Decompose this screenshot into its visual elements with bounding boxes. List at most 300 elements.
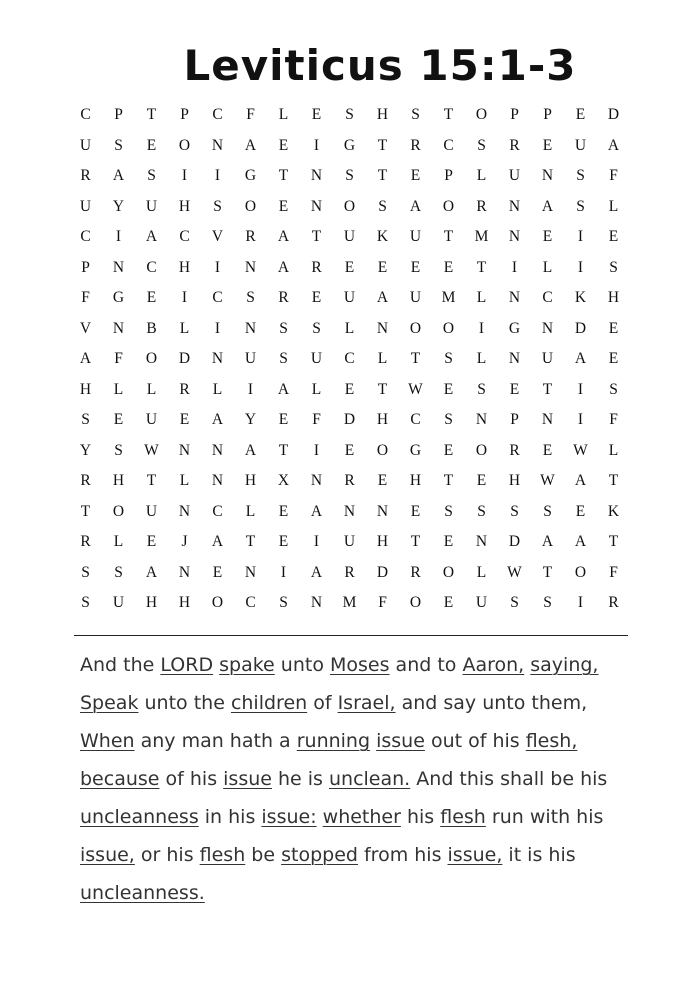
- grid-letter: H: [112, 472, 125, 489]
- grid-letter: R: [410, 563, 421, 581]
- grid-letter: N: [310, 594, 323, 611]
- grid-letter: I: [115, 228, 122, 245]
- grid-letter: H: [79, 380, 92, 398]
- grid-letter: U: [244, 350, 257, 367]
- grid-letter: T: [608, 472, 619, 489]
- grid-letter: S: [114, 136, 123, 154]
- grid-letter: N: [211, 441, 224, 459]
- grid-letter: P: [114, 106, 123, 123]
- grid-letter: O: [211, 594, 224, 611]
- grid-letter: S: [411, 106, 420, 123]
- grid-letter: N: [244, 319, 257, 337]
- grid-letter: L: [608, 197, 619, 215]
- grid-letter: S: [576, 167, 585, 184]
- search-word: Moses: [330, 654, 390, 676]
- grid-letter: S: [543, 594, 552, 611]
- grid-letter: U: [508, 167, 521, 184]
- grid-letter: U: [79, 136, 92, 154]
- grid-letter: I: [280, 563, 287, 581]
- grid-letter: D: [343, 411, 356, 428]
- grid-letter: A: [574, 350, 587, 367]
- grid-letter: O: [409, 319, 422, 337]
- passage-text: his: [189, 768, 224, 790]
- search-word: issue: [223, 768, 272, 790]
- grid-letter: T: [146, 106, 157, 123]
- grid-letter: R: [344, 563, 355, 581]
- grid-letter: K: [574, 289, 587, 306]
- grid-letter: S: [279, 350, 288, 367]
- grid-letter: U: [310, 350, 323, 367]
- grid-letter: H: [178, 197, 191, 215]
- grid-letter: E: [443, 533, 454, 550]
- grid-letter: C: [344, 350, 355, 367]
- grid-letter: F: [312, 411, 321, 428]
- search-word: flesh: [440, 806, 486, 828]
- grid-letter: E: [146, 533, 157, 550]
- search-word: children: [230, 692, 308, 714]
- grid-letter: I: [181, 167, 188, 184]
- grid-letter: S: [609, 380, 618, 398]
- grid-letter: C: [542, 289, 553, 306]
- grid-letter: Y: [244, 411, 257, 428]
- grid-letter: T: [410, 350, 421, 367]
- passage-text: his: [228, 806, 262, 828]
- grid-letter: D: [574, 319, 587, 337]
- grid-letter: L: [245, 502, 256, 520]
- grid-letter: E: [575, 106, 586, 123]
- grid-letter: I: [313, 533, 320, 550]
- grid-letter: S: [81, 594, 90, 611]
- grid-letter: O: [376, 441, 389, 459]
- grid-letter: A: [574, 533, 587, 550]
- grid-letter: T: [377, 380, 388, 398]
- grid-letter: C: [80, 106, 91, 123]
- grid-letter: N: [178, 502, 191, 520]
- grid-letter: D: [376, 563, 389, 581]
- grid-letter: E: [278, 502, 289, 520]
- passage-text: and say unto them,: [395, 692, 588, 714]
- grid-letter: S: [444, 502, 453, 520]
- search-word: because: [80, 768, 160, 790]
- grid-letter: E: [278, 533, 289, 550]
- grid-letter: L: [476, 167, 487, 184]
- grid-letter: C: [146, 258, 157, 276]
- page-title: Leviticus 15:1-3: [183, 41, 577, 90]
- grid-letter: E: [542, 441, 553, 459]
- passage-text: unto the: [138, 692, 231, 714]
- grid-letter: E: [410, 167, 421, 184]
- grid-letter: C: [179, 228, 190, 245]
- grid-letter: W: [540, 472, 555, 489]
- grid-letter: C: [212, 106, 223, 123]
- grid-letter: F: [114, 350, 123, 367]
- grid-letter: L: [377, 350, 388, 367]
- grid-letter: U: [541, 350, 554, 367]
- grid-letter: N: [343, 502, 356, 520]
- grid-letter: I: [214, 319, 221, 337]
- scripture-passage: [80, 646, 640, 912]
- grid-letter: E: [278, 197, 289, 215]
- grid-letter: E: [212, 563, 223, 581]
- search-word: LORD: [160, 654, 214, 676]
- grid-letter: N: [244, 258, 257, 276]
- grid-letter: R: [509, 136, 520, 154]
- grid-letter: Y: [112, 197, 125, 215]
- grid-letter: I: [181, 289, 188, 306]
- grid-letter: A: [607, 136, 620, 154]
- grid-letter: F: [378, 594, 387, 611]
- passage-text: in: [198, 806, 229, 828]
- grid-letter: G: [244, 167, 257, 184]
- grid-letter: S: [510, 594, 519, 611]
- grid-letter: T: [410, 533, 421, 550]
- passage-text: out of his: [424, 730, 526, 752]
- search-word: Speak: [80, 692, 139, 714]
- grid-letter: S: [279, 594, 288, 611]
- grid-letter: E: [410, 258, 421, 276]
- grid-letter: N: [178, 563, 191, 581]
- grid-letter: S: [81, 411, 90, 428]
- grid-letter: D: [508, 533, 521, 550]
- grid-letter: L: [476, 350, 487, 367]
- search-word: Israel,: [337, 692, 396, 714]
- grid-letter: E: [311, 289, 322, 306]
- grid-letter: I: [577, 380, 584, 398]
- grid-letter: T: [80, 502, 91, 520]
- grid-letter: E: [443, 258, 454, 276]
- grid-letter: S: [345, 167, 354, 184]
- grid-letter: L: [278, 106, 289, 123]
- grid-letter: L: [476, 563, 487, 581]
- search-word: issue: [376, 730, 425, 752]
- search-word: flesh: [199, 844, 246, 866]
- grid-letter: E: [146, 289, 157, 306]
- grid-letter: E: [344, 258, 355, 276]
- grid-letter: T: [542, 380, 553, 398]
- grid-letter: R: [80, 533, 91, 550]
- grid-letter: B: [146, 319, 157, 337]
- grid-letter: I: [214, 167, 221, 184]
- grid-letter: X: [277, 472, 290, 489]
- grid-letter: N: [310, 197, 323, 215]
- grid-letter: E: [377, 258, 388, 276]
- grid-letter: N: [508, 197, 521, 215]
- grid-letter: C: [80, 228, 91, 245]
- grid-letter: U: [574, 136, 587, 154]
- grid-letter: O: [442, 563, 455, 581]
- search-word: uncleanness.: [80, 882, 205, 904]
- search-word: Aaron,: [462, 654, 525, 676]
- grid-letter: I: [247, 380, 254, 398]
- grid-letter: S: [477, 502, 486, 520]
- grid-letter: W: [144, 441, 159, 459]
- grid-letter: O: [574, 563, 587, 581]
- grid-letter: H: [376, 106, 389, 123]
- grid-letter: C: [212, 289, 223, 306]
- grid-letter: A: [541, 197, 554, 215]
- grid-letter: S: [510, 502, 519, 520]
- grid-letter: U: [343, 533, 356, 550]
- grid-letter: U: [145, 502, 158, 520]
- grid-letter: H: [178, 594, 191, 611]
- grid-letter: P: [543, 106, 552, 123]
- grid-letter: I: [313, 136, 320, 154]
- grid-letter: H: [244, 472, 257, 489]
- grid-letter: L: [344, 319, 355, 337]
- grid-letter: S: [609, 258, 618, 276]
- grid-letter: L: [212, 380, 223, 398]
- grid-letter: E: [278, 411, 289, 428]
- grid-letter: A: [244, 441, 257, 459]
- grid-letter: E: [311, 106, 322, 123]
- passage-text: or his: [134, 844, 200, 866]
- grid-letter: S: [543, 502, 552, 520]
- passage-text: And the: [80, 654, 161, 676]
- grid-letter: F: [609, 167, 618, 184]
- grid-letter: T: [608, 533, 619, 550]
- grid-letter: U: [409, 289, 422, 306]
- grid-letter: H: [376, 533, 389, 550]
- word-search-grid: [69, 100, 630, 619]
- grid-letter: U: [409, 228, 422, 245]
- grid-letter: I: [577, 411, 584, 428]
- grid-letter: E: [443, 441, 454, 459]
- grid-letter: T: [146, 472, 157, 489]
- search-word: saying,: [530, 654, 599, 676]
- grid-letter: T: [476, 258, 487, 276]
- grid-letter: R: [278, 289, 289, 306]
- grid-letter: A: [277, 228, 290, 245]
- grid-letter: H: [178, 258, 191, 276]
- grid-letter: T: [443, 228, 454, 245]
- grid-letter: E: [608, 350, 619, 367]
- grid-letter: R: [344, 472, 355, 489]
- grid-letter: R: [80, 472, 91, 489]
- grid-letter: U: [475, 594, 488, 611]
- grid-letter: E: [542, 136, 553, 154]
- grid-letter: E: [509, 380, 520, 398]
- grid-letter: A: [145, 228, 158, 245]
- grid-letter: N: [211, 136, 224, 154]
- grid-letter: G: [112, 289, 125, 306]
- grid-letter: E: [179, 411, 190, 428]
- grid-letter: P: [444, 167, 453, 184]
- grid-letter: U: [343, 228, 356, 245]
- grid-letter: E: [443, 594, 454, 611]
- grid-letter: I: [577, 594, 584, 611]
- grid-letter: F: [609, 563, 618, 581]
- grid-letter: S: [444, 350, 453, 367]
- grid-letter: T: [278, 441, 289, 459]
- passage-text: and to: [389, 654, 463, 676]
- grid-letter: N: [541, 319, 554, 337]
- grid-letter: O: [442, 319, 455, 337]
- grid-letter: T: [377, 167, 388, 184]
- passage-text: of: [307, 692, 338, 714]
- grid-letter: G: [343, 136, 356, 154]
- grid-letter: G: [409, 441, 422, 459]
- grid-letter: S: [114, 563, 123, 581]
- grid-letter: I: [511, 258, 518, 276]
- grid-letter: N: [310, 472, 323, 489]
- grid-letter: A: [310, 563, 323, 581]
- grid-letter: U: [145, 411, 158, 428]
- grid-letter: C: [410, 411, 421, 428]
- grid-letter: O: [178, 136, 191, 154]
- grid-letter: R: [179, 380, 190, 398]
- grid-letter: F: [81, 289, 90, 306]
- passage-text: unto: [274, 654, 330, 676]
- grid-letter: P: [81, 258, 90, 276]
- grid-letter: A: [211, 533, 224, 550]
- passage-text: any man hath a: [140, 730, 297, 752]
- grid-letter: O: [244, 197, 257, 215]
- grid-letter: I: [478, 319, 485, 337]
- grid-letter: D: [607, 106, 620, 123]
- grid-letter: U: [343, 289, 356, 306]
- grid-letter: S: [444, 411, 453, 428]
- grid-letter: C: [443, 136, 454, 154]
- grid-letter: W: [507, 563, 522, 581]
- grid-letter: E: [608, 319, 619, 337]
- grid-letter: N: [178, 441, 191, 459]
- grid-letter: R: [80, 167, 91, 184]
- grid-letter: F: [609, 411, 618, 428]
- grid-letter: H: [409, 472, 422, 489]
- search-word: issue:: [261, 806, 317, 828]
- grid-letter: N: [112, 319, 125, 337]
- grid-letter: O: [409, 594, 422, 611]
- grid-letter: M: [474, 228, 489, 245]
- grid-letter: O: [145, 350, 158, 367]
- grid-letter: O: [343, 197, 356, 215]
- search-word: stopped: [281, 844, 358, 866]
- grid-letter: R: [509, 441, 520, 459]
- grid-letter: L: [146, 380, 157, 398]
- grid-letter: L: [113, 533, 124, 550]
- grid-letter: V: [79, 319, 92, 337]
- grid-letter: A: [244, 136, 257, 154]
- grid-letter: C: [212, 502, 223, 520]
- grid-letter: T: [443, 106, 454, 123]
- grid-letter: I: [577, 258, 584, 276]
- grid-letter: N: [310, 167, 323, 184]
- search-word: flesh,: [525, 730, 578, 752]
- grid-letter: E: [113, 411, 124, 428]
- grid-letter: A: [574, 472, 587, 489]
- passage-text: his: [400, 806, 441, 828]
- search-word: whether: [322, 806, 401, 828]
- grid-letter: S: [246, 289, 255, 306]
- grid-letter: O: [442, 197, 455, 215]
- grid-letter: E: [575, 502, 586, 520]
- grid-letter: T: [278, 167, 289, 184]
- grid-letter: L: [179, 472, 190, 489]
- grid-letter: V: [211, 228, 224, 245]
- grid-letter: N: [508, 289, 521, 306]
- grid-letter: S: [81, 563, 90, 581]
- grid-letter: K: [376, 228, 389, 245]
- grid-letter: U: [79, 197, 92, 215]
- search-word: unclean.: [329, 768, 411, 790]
- passage-text: it is his: [502, 844, 576, 866]
- grid-letter: A: [79, 350, 92, 367]
- grid-letter: H: [145, 594, 158, 611]
- grid-letter: C: [245, 594, 256, 611]
- grid-letter: L: [608, 441, 619, 459]
- grid-letter: P: [510, 411, 519, 428]
- grid-letter: T: [245, 533, 256, 550]
- grid-letter: J: [181, 533, 188, 550]
- grid-letter: S: [477, 136, 486, 154]
- grid-letter: E: [344, 441, 355, 459]
- grid-letter: A: [145, 563, 158, 581]
- grid-letter: E: [278, 136, 289, 154]
- grid-letter: E: [608, 228, 619, 245]
- grid-letter: S: [477, 380, 486, 398]
- grid-letter: U: [112, 594, 125, 611]
- divider: [74, 635, 628, 636]
- search-word: spake: [219, 654, 275, 676]
- grid-letter: H: [508, 472, 521, 489]
- grid-letter: L: [179, 319, 190, 337]
- grid-letter: T: [443, 472, 454, 489]
- grid-letter: R: [410, 136, 421, 154]
- grid-letter: A: [277, 258, 290, 276]
- grid-letter: G: [508, 319, 521, 337]
- grid-letter: I: [577, 228, 584, 245]
- search-word: issue,: [80, 844, 135, 866]
- grid-letter: E: [443, 380, 454, 398]
- grid-letter: N: [112, 258, 125, 276]
- grid-letter: E: [146, 136, 157, 154]
- grid-letter: N: [541, 167, 554, 184]
- grid-letter: A: [409, 197, 422, 215]
- grid-letter: N: [244, 563, 257, 581]
- grid-letter: A: [310, 502, 323, 520]
- grid-letter: M: [342, 594, 357, 611]
- grid-letter: A: [112, 167, 125, 184]
- grid-letter: S: [312, 319, 321, 337]
- grid-letter: H: [607, 289, 620, 306]
- grid-letter: S: [378, 197, 387, 215]
- grid-letter: D: [178, 350, 191, 367]
- grid-letter: R: [311, 258, 322, 276]
- passage-text: be: [245, 844, 282, 866]
- grid-letter: L: [113, 380, 124, 398]
- grid-letter: R: [245, 228, 256, 245]
- grid-letter: O: [112, 502, 125, 520]
- search-word: issue,: [447, 844, 503, 866]
- grid-letter: N: [508, 350, 521, 367]
- search-word: uncleanness: [80, 806, 199, 828]
- grid-letter: W: [573, 441, 588, 459]
- grid-letter: T: [377, 136, 388, 154]
- grid-letter: S: [213, 197, 222, 215]
- passage-text: he is: [271, 768, 329, 790]
- grid-letter: W: [408, 380, 423, 398]
- grid-letter: I: [214, 258, 221, 276]
- passage-text: And this shall be his: [410, 768, 608, 790]
- grid-letter: S: [279, 319, 288, 337]
- grid-letter: A: [211, 411, 224, 428]
- grid-letter: H: [376, 411, 389, 428]
- grid-letter: A: [541, 533, 554, 550]
- grid-letter: S: [576, 197, 585, 215]
- passage-text: run with his: [485, 806, 604, 828]
- grid-letter: L: [476, 289, 487, 306]
- grid-letter: N: [508, 228, 521, 245]
